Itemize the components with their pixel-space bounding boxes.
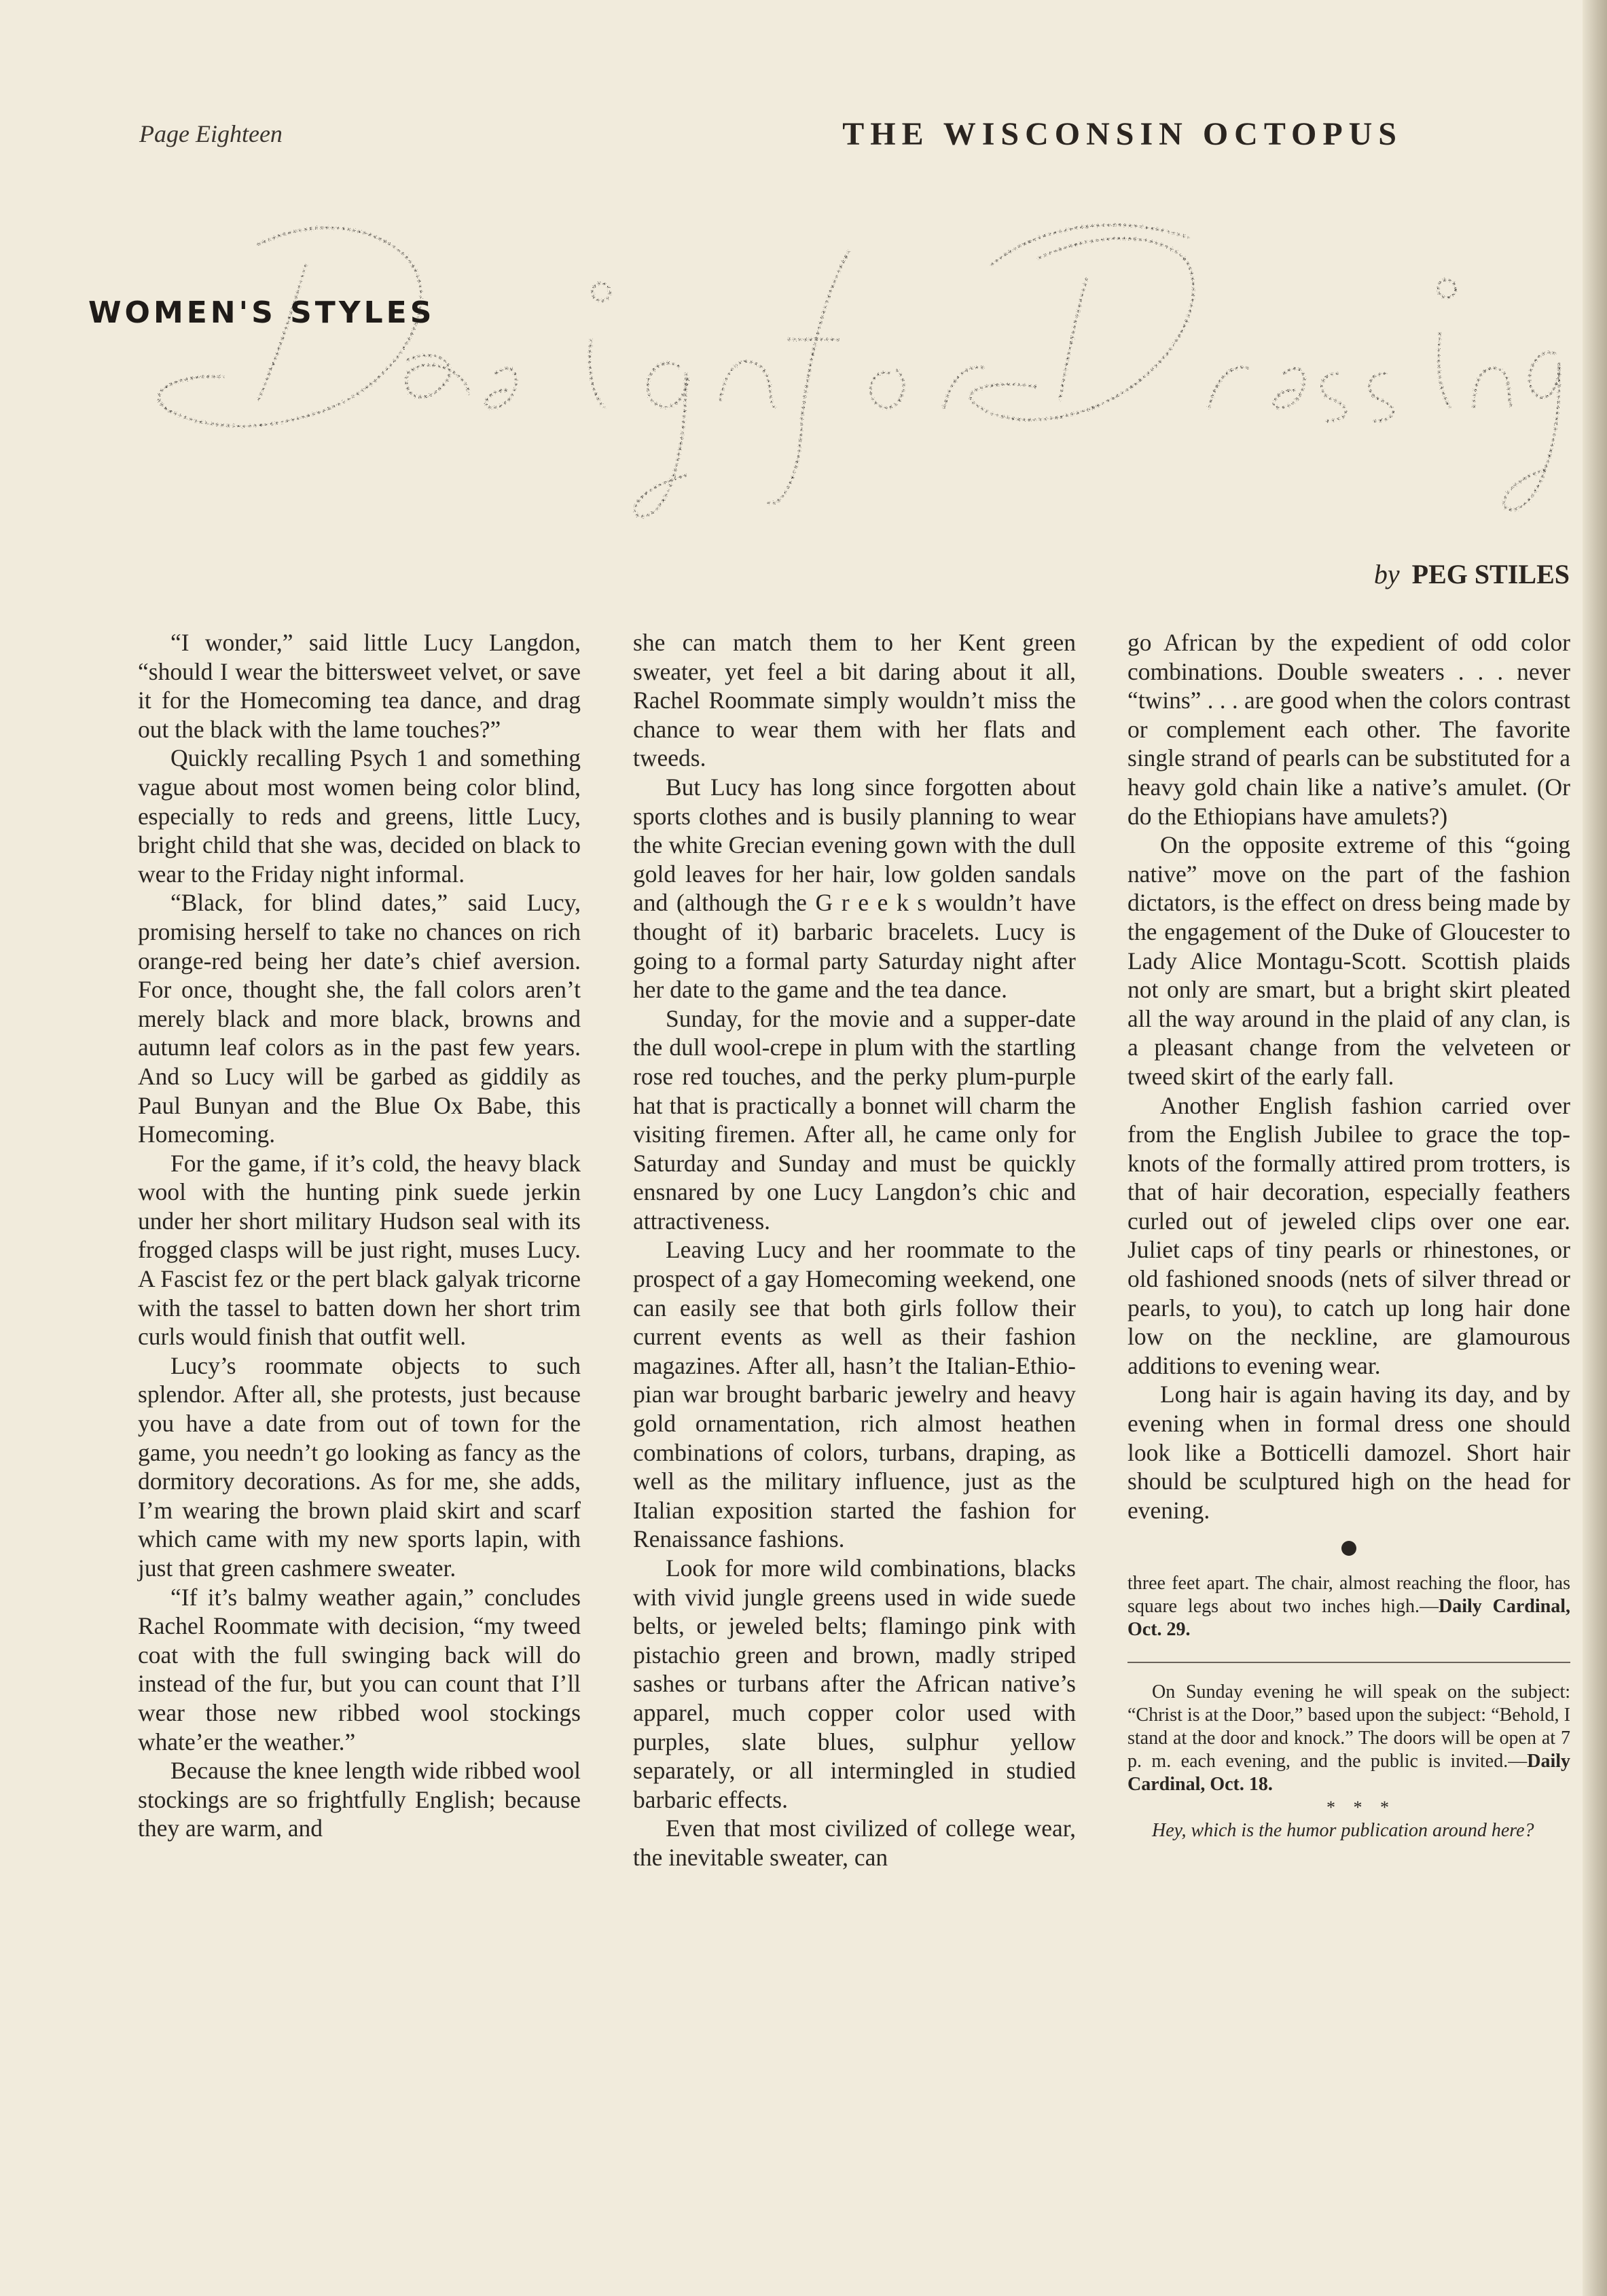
paragraph: go African by the expedient of odd color combinations. Double sweaters . . . never “twins” . . . are good when the colors contrast or complement each other. The favorite single strand of pearls can be substituted for a heavy gold chain like a native’s amulet. (Or do the Ethiopians have amulets?): [1127, 629, 1570, 830]
separator-stars: * * *: [1326, 1798, 1396, 1818]
paragraph: Even that most civilized of college wear, the inevitable sweater, can: [633, 1815, 1076, 1871]
filler-item-1: [1127, 1572, 1570, 1641]
byline-author: PEG STILES: [1411, 559, 1570, 589]
headline: [88, 217, 1569, 557]
paragraph: For the game, if it’s cold, the heavy black wool with the hunting pink suede jerkin under her short military Hudson seal with its frogged clasps will be just right, muses Lucy. A Fascist fez or the pert black galyak tricorne with the tassel to batten down her short trim curls would finish that outfit well.: [138, 1149, 581, 1351]
filler-source: Daily Cardinal, Oct. 29.: [1127, 1596, 1570, 1641]
section-bullet: [1341, 1541, 1356, 1556]
paragraph: Leaving Lucy and her roommate to the prospect of a gay Homecoming weekend, one can easily see that both girls follow their current events as well as their fashion magazines. After all, hasn’t the Italian-Ethiopian war brought barbaric jewelry and heavy gold ornamentation, rich almost heathen combinations of colors, turbans, draping, as well as the military influence, just as the Italian exposition started the fashion for Renaissance fashions.: [633, 1236, 1076, 1553]
paragraph: Quickly recalling Psych 1 and something vague about most women being color blind, especially to reds and greens, little Lucy, bright child that she was, decided on black to wear to the Friday night informal.: [138, 744, 581, 888]
headline-kicker: WOMEN'S STYLES: [88, 295, 435, 330]
byline-prefix: by: [1373, 559, 1400, 589]
filler-item-2: [1127, 1681, 1570, 1842]
page-number: Page Eighteen: [139, 120, 283, 147]
magazine-title: THE WISCONSIN OCTOPUS: [842, 116, 1403, 152]
paragraph: On the opposite extreme of this “going native” move on the part of the fashion dictators, is the effect on dress being made by the engagement of the Duke of Gloucester to Lady Alice Montagu-Scott. Scottish plaids not only are smart, but a bright skirt pleated all the way around in the plaid of any clan, is a pleasant change from the velveteen or tweed skirt of the early fall.: [1127, 831, 1570, 1090]
paragraph: “I wonder,” said little Lucy Langdon, “should I wear the bittersweet velvet, or save it for the Homecoming tea dance, and drag out the black with the lame touches?”: [138, 629, 581, 743]
paragraph: But Lucy has long since forgotten about sports clothes and is busily planning to wear the white Grecian evening gown with the dull gold leaves for her hair, low golden sandals and (although the G r e e k s wouldn’t have thought of it) barbaric bracelets. Lucy is going to a formal party Saturday night after her date to the game and the tea dance.: [633, 773, 1076, 1004]
paragraph: Long hair is again having its day, and by evening when in formal dress one should look like a Botticelli damozel. Short hair should be sculptured high on the head for evening.: [1127, 1381, 1570, 1524]
paragraph: Look for more wild combinations, blacks with vivid jungle greens used in wide suede belts, or jeweled belts; flamingo pink with pistachio green and brown, madly striped sashes or turbans after the African native’s apparel, much copper color used with purples, slate blues, sulphur yellow separately, or all intermingled in studied barbaric effects.: [633, 1554, 1076, 1813]
paragraph: Another English fashion carried over from the English Jubilee to grace the top-knots of the formally attired prom trotters, is that of hair decoration, especially feathers curled out of jeweled clips over one ear. Juliet caps of tiny pearls or rhinestones, or old fashioned snoods (nets of silver thread or pearls, to you), to catch up long hair done low on the neckline, are glamourous additions to evening wear.: [1127, 1091, 1570, 1379]
paragraph: Sunday, for the movie and a supper-date the dull wool-crepe in plum with the startling rose red touches, and the perky plum-purple hat that is practically a bonnet will charm the visiting firemen. After all, he came only for Saturday and Sunday and must be quickly ensnared by one Lucy Langdon’s chic and attractiveness.: [633, 1004, 1076, 1235]
paragraph: Lucy’s roommate objects to such splendor. After all, she protests, just because you have a date from out of town for the game, you needn’t go looking as fancy as the dormitory decorations. As for me, she adds, I’m wearing the brown plaid skirt and scarf which came with my new sports lapin, with just that green cashmere sweater.: [138, 1351, 581, 1582]
paragraph: Because the knee length wide ribbed wool stockings are so frightfully English; because they are warm, and: [138, 1757, 581, 1842]
paragraph: she can match them to her Kent green sweater, yet feel a bit daring about it all, Rachel Roommate simply wouldn’t miss the chance to wear them with her flats and tweeds.: [633, 629, 1076, 772]
headline-script-title: [88, 217, 1569, 557]
divider-rule: [1127, 1662, 1570, 1663]
page-edge-shadow: [1583, 0, 1607, 2296]
running-head: [139, 115, 1403, 163]
article-column-2: [633, 628, 1076, 1872]
byline: [1374, 558, 1570, 590]
paragraph: “If it’s balmy weather again,” concludes Rachel Roommate with decision, “my tweed coat with the full swinging back will do instead of the fur, but you can count that I’ll wear those new ribbed wool stockings whate’er the weather.”: [138, 1583, 581, 1755]
filler-text: three feet apart. The chair, almost reaching the floor, has square legs about two inches high.—: [1127, 1573, 1570, 1618]
paragraph: “Black, for blind dates,” said Lucy, promising herself to take no chances on rich orange-red being her date’s chief aversion. For once, thought she, the fall colors aren’t merely black and more black, browns and autumn leaf colors as in the past few years. And so Lucy will be garbed as giddily as Paul Bunyan and the Blue Ox Babe, this Homecoming.: [138, 889, 581, 1148]
filler-item-3: Hey, which is the humor publication around here?: [1152, 1820, 1534, 1842]
article-column-1: [138, 628, 581, 1843]
filler-text: On Sunday evening he will speak on the subject: “Christ is at the Door,” based upon the subject: “Behold, I stand at the door and knock.” The doors will be open at 7 p. m. each evening, and the public is invited.—: [1127, 1681, 1570, 1772]
article-column-3: [1127, 628, 1570, 1842]
filler-source: Daily Cardinal, Oct. 18.: [1127, 1751, 1570, 1796]
